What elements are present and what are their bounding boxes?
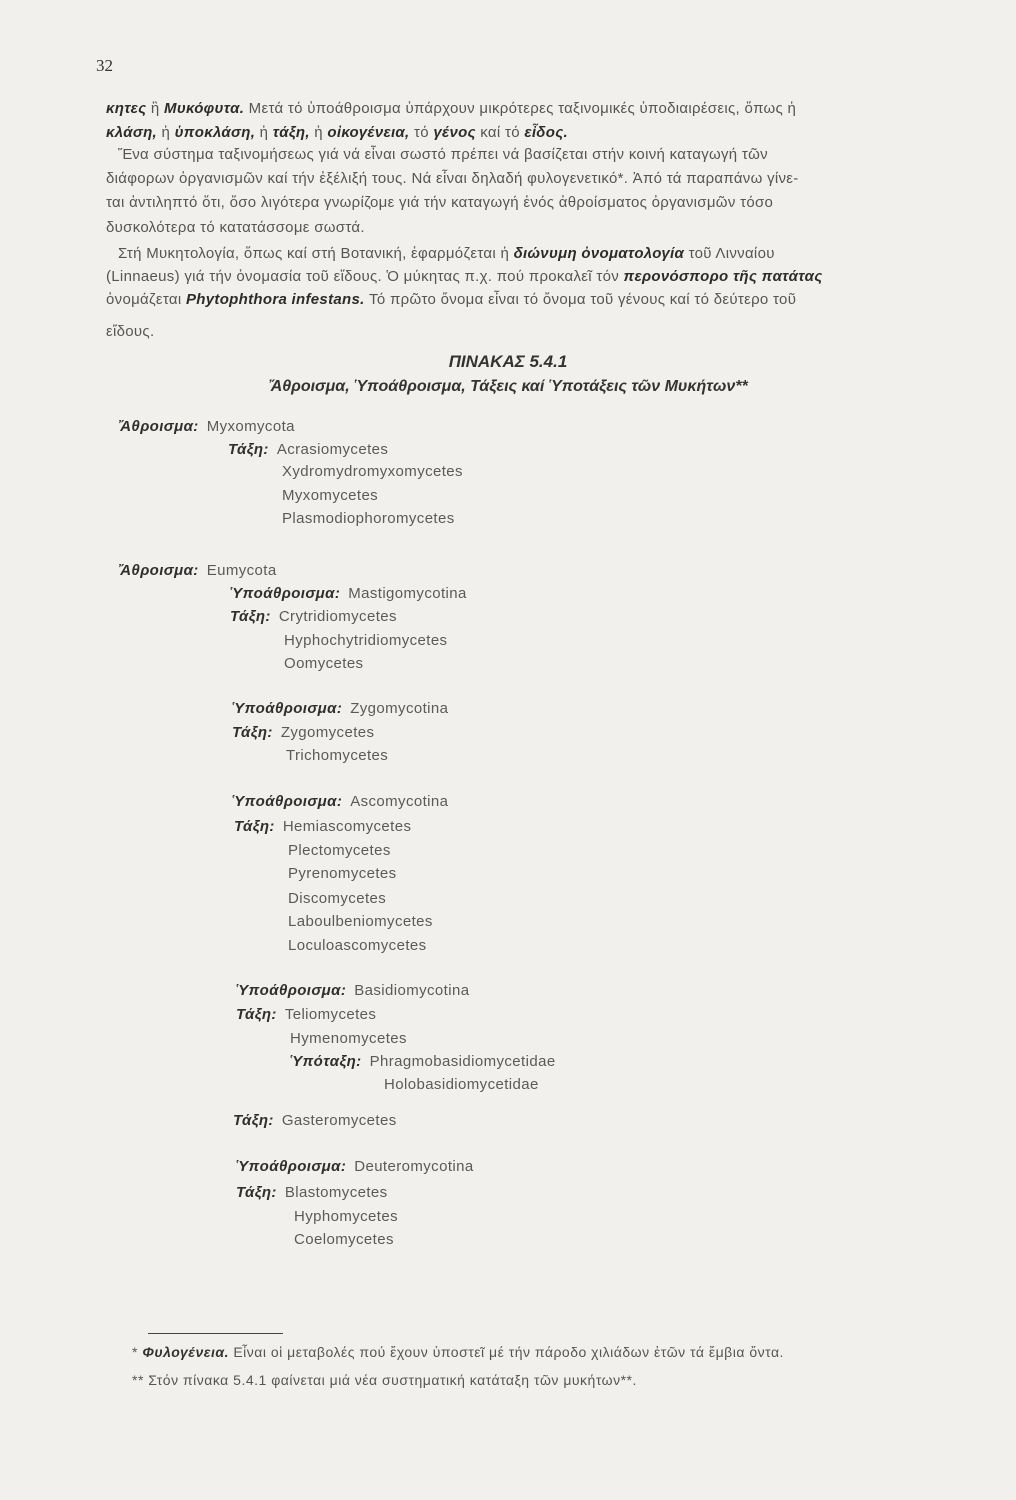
text-line: [106, 124, 568, 141]
taxon-name: Coelomycetes: [294, 1231, 394, 1248]
emphasis-term: Phytophthora infestans.: [186, 291, 365, 308]
taxon-name: Oomycetes: [284, 655, 364, 672]
footnote: [132, 1344, 784, 1360]
text-run: Τό πρῶτο ὄνομα εἶναι τό ὄνομα τοῦ γένους καί τό δεύτερο τοῦ: [364, 291, 797, 308]
taxon-name: Myxomycota: [206, 418, 295, 435]
taxon-name: Loculoascomycetes: [288, 937, 427, 954]
taxonomy-row: [232, 724, 374, 741]
taxonomy-row: [236, 1184, 388, 1201]
taxonomy-row: [230, 608, 397, 625]
taxonomy-row: [284, 632, 447, 649]
emphasis-term: γένος: [433, 124, 476, 141]
footnote-term: Φυλογένεια.: [142, 1344, 229, 1360]
taxonomy-row: [232, 700, 448, 717]
table-subtitle: Ἄθροισμα, Ὑποάθροισμα, Τάξεις καί Ὑποτάξεις τῶν Μυκήτων**: [268, 378, 748, 395]
rank-label: Ἄθροισμα:: [118, 418, 199, 435]
rank-label: Ὑποάθροισμα:: [232, 793, 343, 810]
emphasis-term: περονόσπορο τῆς πατάτας: [623, 268, 823, 285]
taxon-name: Deuteromycotina: [354, 1158, 474, 1175]
text-run: δυσκολότερα τό κατατάσσομε σωστά.: [106, 219, 365, 236]
taxon-name: Eumycota: [206, 562, 277, 579]
page-number: 32: [96, 56, 113, 75]
text-line: [106, 219, 365, 236]
text-line: [106, 268, 823, 285]
text-run: ται ἀντιληπτό ὅτι, ὅσο λιγότερα γνωρίζομε γιά τήν καταγωγή ἑνός ἀθροίσματος ὀργανισμῶν τόσο: [106, 194, 774, 211]
footnote-marker: **: [132, 1372, 144, 1388]
taxon-name: Holobasidiomycetidae: [384, 1076, 539, 1093]
emphasis-term: ὑποκλάση,: [174, 124, 256, 141]
taxon-name: Phragmobasidiomycetidae: [369, 1053, 556, 1070]
taxon-name: Teliomycetes: [284, 1006, 377, 1023]
rank-label: Ἄθροισμα:: [118, 562, 199, 579]
taxon-name: Mastigomycotina: [348, 585, 467, 602]
table-title: ΠΙΝΑΚΑΣ 5.4.1: [448, 352, 568, 371]
text-run: Ἕνα σύστημα ταξινομήσεως γιά νά εἶναι σωστό πρέπει νά βασίζεται στήν κοινή καταγωγή τῶν: [118, 146, 768, 163]
rank-label: Ὑποάθροισμα:: [236, 1158, 347, 1175]
footnote-divider: [148, 1333, 283, 1334]
emphasis-term: διώνυμη ὀνοματολογία: [513, 245, 685, 262]
taxonomy-row: [236, 1158, 474, 1175]
text-run: ὀνομάζεται: [106, 291, 186, 308]
footnote-marker: *: [132, 1344, 138, 1360]
taxonomy-row: [384, 1076, 539, 1093]
taxonomy-row: [230, 585, 467, 602]
rank-label: Τάξη:: [233, 1112, 274, 1129]
text-line: [106, 100, 796, 117]
taxon-name: Plasmodiophoromycetes: [282, 510, 455, 527]
text-line: [118, 245, 775, 262]
taxonomy-row: [232, 793, 448, 810]
taxonomy-row: [118, 562, 277, 579]
rank-label: Τάξη:: [234, 818, 275, 835]
footnote-text: Εἶναι οἱ μεταβολές πού ἔχουν ὑποστεῖ μέ τήν πάροδο χιλιάδων ἐτῶν τά ἔμβια ὄντα.: [233, 1344, 784, 1360]
taxonomy-row: [288, 842, 391, 859]
taxonomy-row: [290, 1053, 556, 1070]
emphasis-term: τάξη,: [272, 124, 310, 141]
rank-label: Ὑπόταξη:: [290, 1053, 362, 1070]
taxon-name: Hemiascomycetes: [282, 818, 412, 835]
taxonomy-row: [288, 890, 386, 907]
rank-label: Τάξη:: [232, 724, 273, 741]
taxonomy-row: [294, 1208, 398, 1225]
text-run: Στή Μυκητολογία, ὅπως καί στή Βοτανική, ἐφαρμόζεται ἡ: [118, 245, 514, 262]
taxonomy-row: [282, 463, 463, 480]
taxon-name: Discomycetes: [288, 890, 387, 907]
rank-label: Τάξη:: [236, 1006, 277, 1023]
taxon-name: Zygomycotina: [350, 700, 449, 717]
text-line: [118, 146, 768, 163]
taxonomy-row: [288, 865, 397, 882]
rank-label: Τάξη:: [230, 608, 271, 625]
taxonomy-row: [228, 441, 388, 458]
emphasis-term: κητες: [106, 100, 147, 117]
text-run: εἴδους.: [106, 323, 155, 340]
text-line: [106, 291, 796, 308]
text-run: διάφορων ὀργανισμῶν καί τήν ἐξέλιξή τους. Νά εἶναι δηλαδή φυλογενετικό*. Ἀπό τά παραπάνω γίνε-: [106, 170, 799, 187]
taxon-name: Plectomycetes: [288, 842, 391, 859]
taxon-name: Gasteromycetes: [281, 1112, 397, 1129]
text-run: Μετά τό ὑποάθροισμα ὑπάρχουν μικρότερες ταξινομικές ὑποδιαιρέσεις, ὅπως ἡ: [244, 100, 797, 117]
text-run: ἡ: [309, 124, 328, 141]
taxon-name: Myxomycetes: [282, 487, 379, 504]
taxon-name: Trichomycetes: [286, 747, 389, 764]
taxon-name: Laboulbeniomycetes: [288, 913, 433, 930]
emphasis-term: οἰκογένεια,: [327, 124, 410, 141]
taxon-name: Hyphomycetes: [294, 1208, 399, 1225]
taxon-name: Basidiomycotina: [354, 982, 470, 999]
text-run: ἡ: [157, 124, 175, 141]
taxon-name: Ascomycotina: [350, 793, 449, 810]
taxonomy-row: [284, 655, 363, 672]
rank-label: Ὑποάθροισμα:: [230, 585, 341, 602]
text-line: [106, 170, 799, 187]
taxonomy-row: [288, 937, 427, 954]
emphasis-term: Μυκόφυτα.: [164, 100, 245, 117]
taxonomy-row: [236, 1006, 376, 1023]
taxon-name: Pyrenomycetes: [288, 865, 397, 882]
taxon-name: Blastomycetes: [284, 1184, 388, 1201]
text-line: [106, 323, 154, 340]
rank-label: Ὑποάθροισμα:: [232, 700, 343, 717]
taxonomy-row: [233, 1112, 397, 1129]
footnote: [132, 1372, 637, 1388]
rank-label: Τάξη:: [236, 1184, 277, 1201]
taxonomy-row: [118, 418, 295, 435]
text-run: ἢ: [146, 100, 165, 117]
taxon-name: Acrasiomycetes: [276, 441, 389, 458]
rank-label: Ὑποάθροισμα:: [236, 982, 347, 999]
taxon-name: Hyphochytridiomycetes: [284, 632, 448, 649]
text-run: καί τό: [475, 124, 525, 141]
text-run: τοῦ Λινναίου: [684, 245, 775, 262]
taxon-name: Zygomycetes: [280, 724, 375, 741]
text-run: τό: [409, 124, 434, 141]
taxon-name: Hymenomycetes: [290, 1030, 407, 1047]
taxonomy-row: [282, 487, 378, 504]
footnote-text: Στόν πίνακα 5.4.1 φαίνεται μιά νέα συστηματική κατάταξη τῶν μυκήτων**.: [148, 1372, 637, 1388]
emphasis-term: κλάση,: [106, 124, 158, 141]
taxonomy-row: [234, 818, 411, 835]
emphasis-term: εἶδος.: [524, 124, 568, 141]
taxonomy-row: [294, 1231, 394, 1248]
text-line: [106, 194, 773, 211]
taxonomy-row: [290, 1030, 407, 1047]
rank-label: Τάξη:: [228, 441, 269, 458]
taxon-name: Crytridiomycetes: [278, 608, 397, 625]
text-run: (Linnaeus) γιά τήν ὀνομασία τοῦ εἴδους. Ὁ μύκητας π.χ. πού προκαλεῖ τόν: [106, 268, 624, 285]
text-run: ἡ: [255, 124, 273, 141]
taxon-name: Xydromydromyxomycetes: [282, 463, 463, 480]
taxonomy-row: [282, 510, 455, 527]
taxonomy-row: [236, 982, 469, 999]
taxonomy-row: [288, 913, 433, 930]
taxonomy-row: [286, 747, 388, 764]
